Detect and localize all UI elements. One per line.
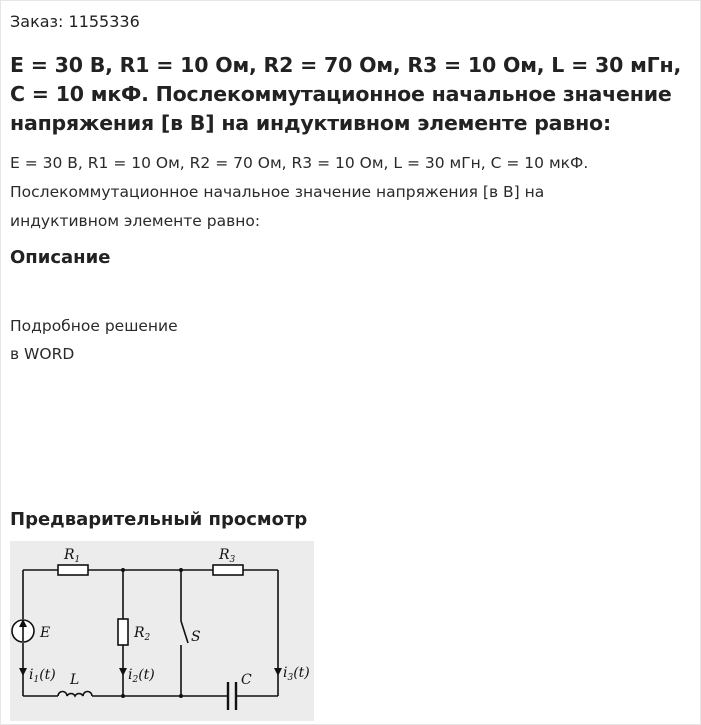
resistor-r3 [213,565,243,575]
resistor-r2 [118,619,128,645]
label-i1: $i_1(t)$ [29,667,56,685]
capacitor-icon [228,682,236,710]
label-r2: $R_2$ [134,625,151,643]
junction-dot [121,568,125,572]
label-s: S [191,629,201,645]
inductor-icon [58,692,92,697]
label-r1: $R_1$ [64,547,81,565]
voltage-source-icon [12,619,34,642]
junction-dot [179,694,183,698]
circuit-diagram [10,541,314,721]
circuit-preview [10,541,314,721]
problem-text-line: индуктивном элементе равно: [10,212,261,230]
label-i2: $i_2(t)$ [128,667,155,685]
preview-heading: Предварительный просмотр [10,509,308,530]
junction-dot [179,568,183,572]
label-c: C [241,672,252,688]
label-r3: $R_3$ [219,547,236,565]
problem-text-line: E = 30 В, R1 = 10 Ом, R2 = 70 Ом, R3 = 10 Ом, L = 30 мГн, C = 10 мкФ. [10,154,589,172]
junction-dot [121,694,125,698]
problem-text-line: Послекоммутационное начальное значение напряжения [в В] на [10,183,545,201]
problem-text [10,149,690,236]
description-heading: Описание [10,247,111,268]
label-e: E [40,625,51,641]
resistor-r1 [58,565,88,575]
current-arrow-i1 [19,668,27,676]
label-l: L [70,672,80,688]
description-text [10,312,178,368]
label-i3: $i_3(t)$ [283,665,310,683]
description-line: Подробное решение [10,317,178,335]
current-arrow-i3 [274,668,282,676]
description-line: в WORD [10,345,75,363]
problem-title: E = 30 В, R1 = 10 Ом, R2 = 70 Ом, R3 = 10 Ом, L = 30 мГн, C = 10 мкФ. Послекоммутационное начальное значение напряжения [в В] на индуктивном элементе равно: [10,53,682,135]
current-arrow-i2 [119,668,127,676]
order-number: Заказ: 1155336 [10,12,140,31]
